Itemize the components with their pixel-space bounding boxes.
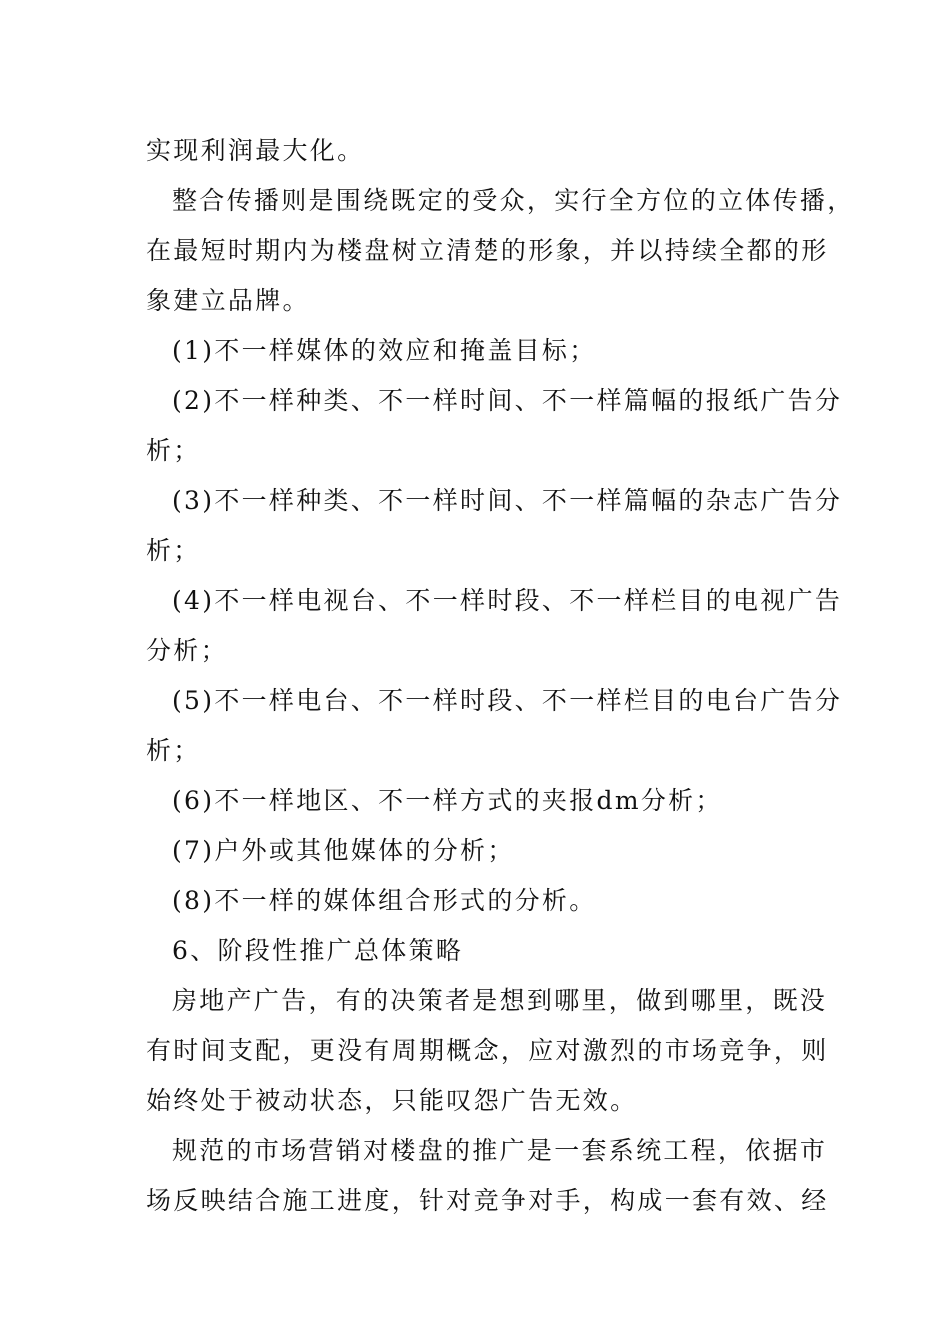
list-item: (2)不一样种类、不一样时间、不一样篇幅的报纸广告分	[172, 386, 843, 415]
list-item: (3)不一样种类、不一样时间、不一样篇幅的杂志广告分	[172, 486, 843, 515]
text-line: 象建立品牌。	[146, 286, 310, 315]
list-item: (5)不一样电台、不一样时段、不一样栏目的电台广告分	[172, 686, 843, 715]
text-line: 始终处于被动状态，只能叹怨广告无效。	[146, 1086, 638, 1115]
text-line: 在最短时期内为楼盘树立清楚的形象，并以持续全都的形	[146, 236, 829, 265]
list-item-continuation: 分析；	[146, 636, 228, 665]
paragraph-start: 房地产广告，有的决策者是想到哪里，做到哪里，既没	[172, 986, 828, 1015]
list-item: (1)不一样媒体的效应和掩盖目标；	[172, 336, 597, 365]
text-line: 场反映结合施工进度，针对竞争对手，构成一套有效、经	[146, 1186, 829, 1215]
section-heading: 6、阶段性推广总体策略	[172, 936, 464, 965]
list-item: (7)户外或其他媒体的分析；	[172, 836, 515, 865]
text-line: 实现利润最大化。	[146, 136, 365, 165]
list-item-continuation: 析；	[146, 536, 201, 565]
list-item: (4)不一样电视台、不一样时段、不一样栏目的电视广告	[172, 586, 843, 615]
list-item: (6)不一样地区、不一样方式的夹报dm分析；	[172, 786, 723, 815]
text-line: 有时间支配，更没有周期概念，应对激烈的市场竞争，则	[146, 1036, 829, 1065]
list-item-continuation: 析；	[146, 736, 201, 765]
paragraph-start: 整合传播则是围绕既定的受众，实行全方位的立体传播，	[172, 186, 855, 215]
list-item: (8)不一样的媒体组合形式的分析。	[172, 886, 597, 915]
list-item-continuation: 析；	[146, 436, 201, 465]
paragraph-start: 规范的市场营销对楼盘的推广是一套系统工程，依据市	[172, 1136, 828, 1165]
